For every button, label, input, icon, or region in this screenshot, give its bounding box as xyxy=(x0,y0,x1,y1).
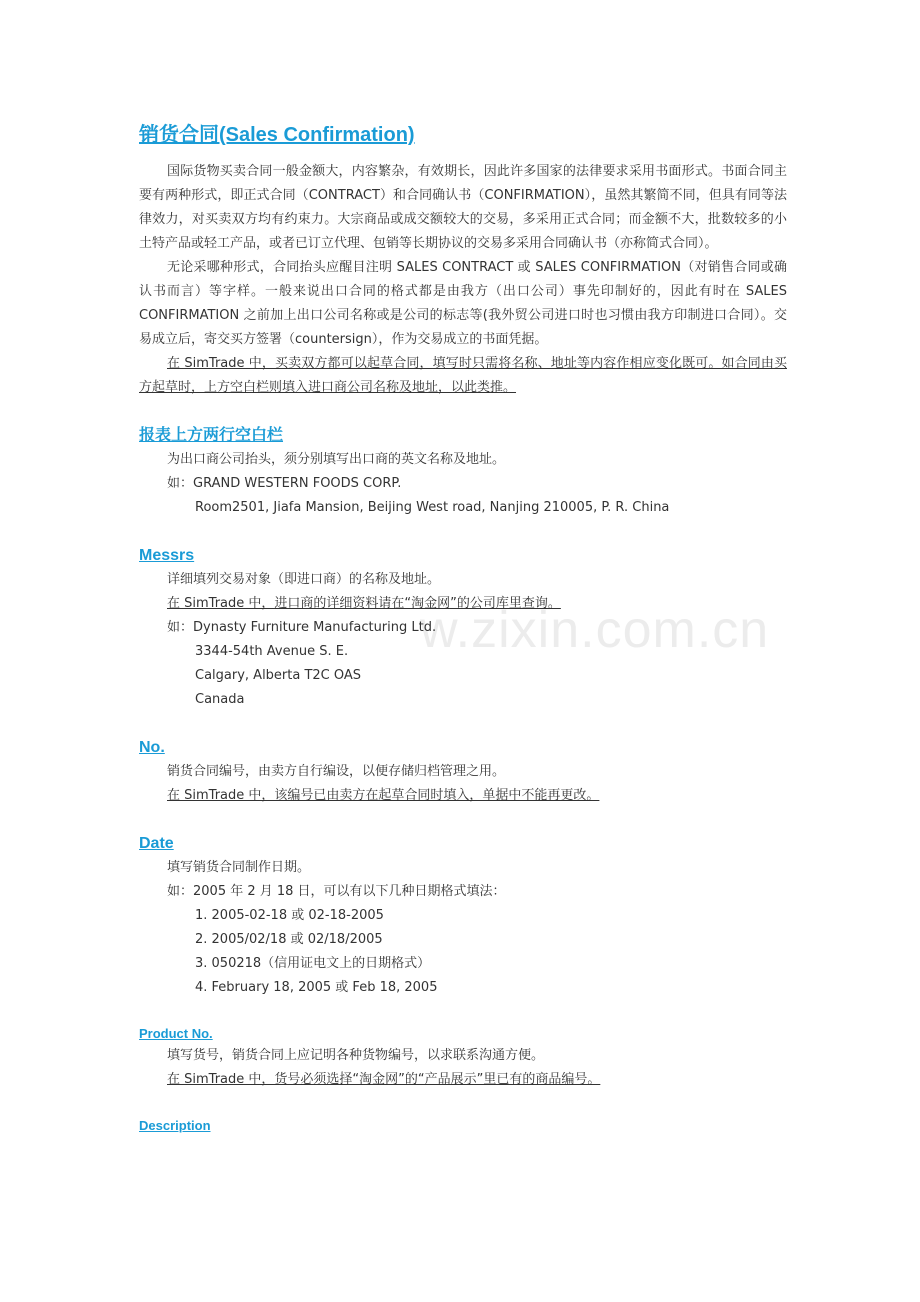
no-simtrade-note: 在 SimTrade 中，该编号已由卖方在起草合同时填入，单据中不能再更改。 xyxy=(167,788,600,803)
no-desc: 销货合同编号，由卖方自行编设，以便存储归档管理之用。 xyxy=(167,764,506,779)
messrs-example-line: Dynasty Furniture Manufacturing Ltd. xyxy=(193,620,437,635)
intro-paragraph-2: 无论采哪种形式，合同抬头应醒目注明 SALES CONTRACT 或 SALES CONFIRMATION（对销售合同或确认书而言）等字样。一般来说出口合同的格式都是由我方（出口公司）事先印制好的，因此有时在 SALES CONFIRMATION 之前加上出口公司名称或是公司的标志等(我外贸公司进口时也习惯由我方印制进口合同）。交易成立后，寄交买方签署（countersign），作为交易成立的书面凭据。 xyxy=(139,260,787,347)
heading-messrs[interactable]: Messrs xyxy=(139,547,195,564)
messrs-simtrade-note: 在 SimTrade 中，进口商的详细资料请在“淘金网”的公司库里查询。 xyxy=(167,596,561,611)
example-company-name: GRAND WESTERN FOODS CORP. xyxy=(193,476,402,491)
messrs-example-line: Canada xyxy=(195,692,245,707)
date-format-item: 2. 2005/02/18 或 02/18/2005 xyxy=(195,932,383,947)
example-company-address: Room2501, Jiafa Mansion, Beijing West road, Nanjing 210005, P. R. China xyxy=(195,500,670,515)
heading-product-no[interactable]: Product No. xyxy=(139,1026,213,1041)
date-format-item: 3. 050218（信用证电文上的日期格式） xyxy=(195,956,431,971)
messrs-example-line: 3344-54th Avenue S. E. xyxy=(195,644,349,659)
watermark: w.zixin.com.cn xyxy=(420,601,770,659)
product-no-simtrade-note: 在 SimTrade 中，货号必须选择“淘金网”的“产品展示”里已有的商品编号。 xyxy=(167,1072,601,1087)
date-format-item: 1. 2005-02-18 或 02-18-2005 xyxy=(195,908,384,923)
example-prefix: 如： xyxy=(167,620,194,635)
intro-simtrade-note: 在 SimTrade 中，买卖双方都可以起草合同，填写时只需将名称、地址等内容作相应变化既可。如合同由买方起草时，上方空白栏则填入进口商公司名称及地址，以此类推。 xyxy=(139,356,787,395)
messrs-example xyxy=(167,616,787,640)
product-no-desc: 填写货号，销货合同上应记明各种货物编号，以求联系沟通方便。 xyxy=(167,1048,545,1063)
heading-description[interactable]: Description xyxy=(139,1118,211,1133)
date-desc: 填写销货合同制作日期。 xyxy=(167,860,311,875)
page-title[interactable]: 销货合同(Sales Confirmation) xyxy=(139,124,415,146)
heading-header-blank-lines[interactable]: 报表上方两行空白栏 xyxy=(139,427,284,444)
heading-no[interactable]: No. xyxy=(139,739,165,756)
intro-paragraph-1: 国际货物买卖合同一般金额大，内容繁杂，有效期长，因此许多国家的法律要求采用书面形式。书面合同主要有两种形式，即正式合同（CONTRACT）和合同确认书（CONFIRMATION），虽然其繁简不同，但具有同等法律效力，对买卖双方均有约束力。大宗商品或成交额较大的交易，多采用正式合同；而金额不大，批数较多的小土特产品或轻工产品，或者已订立代理、包销等长期协议的交易多采用合同确认书（亦称简式合同）。 xyxy=(139,164,787,251)
document-body xyxy=(139,120,787,1136)
example-prefix: 如： xyxy=(167,476,194,491)
header-example xyxy=(167,472,787,496)
header-desc: 为出口商公司抬头，须分别填写出口商的英文名称及地址。 xyxy=(167,452,506,467)
date-format-item: 4. February 18, 2005 或 Feb 18, 2005 xyxy=(195,980,438,995)
heading-date[interactable]: Date xyxy=(139,835,174,852)
messrs-desc: 详细填列交易对象（即进口商）的名称及地址。 xyxy=(167,572,441,587)
date-example: 如：2005 年 2 月 18 日，可以有以下几种日期格式填法： xyxy=(167,884,506,899)
messrs-example-line: Calgary, Alberta T2C OAS xyxy=(195,668,362,683)
